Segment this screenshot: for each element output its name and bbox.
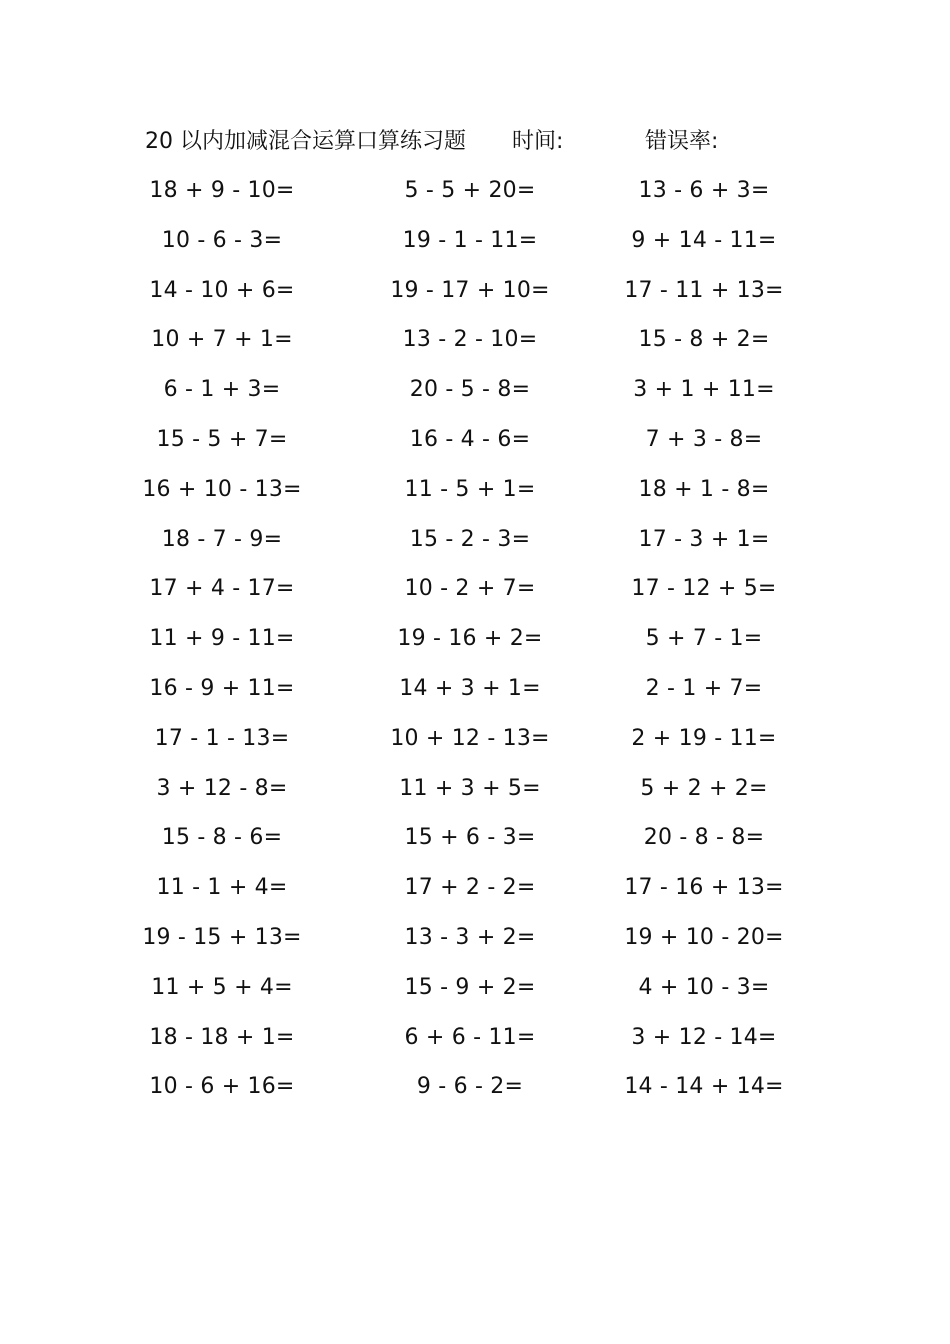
math-problem: 15 - 8 - 6= bbox=[161, 825, 283, 851]
math-problem: 5 - 5 + 20= bbox=[404, 178, 536, 203]
problem-row bbox=[0, 419, 950, 469]
math-problem: 13 - 3 + 2= bbox=[404, 924, 536, 950]
math-problem: 3 + 12 - 8= bbox=[156, 775, 288, 801]
math-problem: 5 + 7 - 1= bbox=[645, 626, 763, 652]
math-problem: 11 + 5 + 4= bbox=[151, 974, 293, 1000]
error-rate-label: 错误率: bbox=[645, 129, 719, 154]
worksheet-header bbox=[145, 124, 845, 160]
problem-row bbox=[0, 768, 950, 818]
math-problem: 17 - 12 + 5= bbox=[631, 576, 777, 602]
problem-row bbox=[0, 319, 950, 369]
problem-row bbox=[0, 917, 950, 967]
math-problem: 3 + 12 - 14= bbox=[631, 1024, 777, 1050]
math-problem: 17 + 2 - 2= bbox=[404, 875, 536, 901]
math-problem: 18 - 18 + 1= bbox=[149, 1024, 295, 1050]
problem-row bbox=[0, 1066, 950, 1116]
math-problem: 19 - 16 + 2= bbox=[397, 626, 543, 652]
problem-row bbox=[0, 817, 950, 867]
math-problem: 9 - 6 - 2= bbox=[416, 1074, 524, 1100]
problem-row bbox=[0, 369, 950, 419]
math-problem: 2 + 19 - 11= bbox=[631, 725, 777, 751]
math-problem: 17 - 11 + 13= bbox=[624, 277, 784, 303]
math-problem: 20 - 5 - 8= bbox=[409, 377, 531, 403]
math-problem: 2 - 1 + 7= bbox=[645, 675, 763, 701]
math-problem: 6 - 1 + 3= bbox=[163, 377, 281, 403]
problem-row bbox=[0, 469, 950, 519]
math-problem: 5 + 2 + 2= bbox=[640, 775, 768, 801]
math-problem: 18 + 1 - 8= bbox=[638, 476, 770, 502]
math-problem: 15 + 6 - 3= bbox=[404, 825, 536, 851]
math-problem: 6 + 6 - 11= bbox=[404, 1024, 536, 1050]
math-problem: 16 + 10 - 13= bbox=[142, 476, 302, 502]
problem-row bbox=[0, 618, 950, 668]
math-problem: 19 - 17 + 10= bbox=[390, 277, 550, 303]
problem-row bbox=[0, 867, 950, 917]
math-problem: 13 - 6 + 3= bbox=[638, 178, 770, 203]
problem-row bbox=[0, 568, 950, 618]
math-problem: 15 - 5 + 7= bbox=[156, 426, 288, 452]
math-problem: 11 - 1 + 4= bbox=[156, 875, 288, 901]
math-problem: 10 - 6 + 16= bbox=[149, 1074, 295, 1100]
problem-row bbox=[0, 220, 950, 270]
math-problem: 15 - 8 + 2= bbox=[638, 327, 770, 353]
math-problem: 16 - 9 + 11= bbox=[149, 675, 295, 701]
math-problem: 18 - 7 - 9= bbox=[161, 526, 283, 552]
math-problem: 16 - 4 - 6= bbox=[409, 426, 531, 452]
problem-row bbox=[0, 718, 950, 768]
math-problem: 17 - 16 + 13= bbox=[624, 875, 784, 901]
problem-row bbox=[0, 967, 950, 1017]
math-problem: 20 - 8 - 8= bbox=[643, 825, 765, 851]
math-problem: 13 - 2 - 10= bbox=[402, 327, 538, 353]
problem-row bbox=[0, 519, 950, 569]
math-problem: 15 - 2 - 3= bbox=[409, 526, 531, 552]
math-problem: 14 - 14 + 14= bbox=[624, 1074, 784, 1100]
math-problem: 10 + 12 - 13= bbox=[390, 725, 550, 751]
math-problem: 10 - 6 - 3= bbox=[161, 227, 283, 253]
problem-row bbox=[0, 668, 950, 718]
math-problem: 14 - 10 + 6= bbox=[149, 277, 295, 303]
math-problem: 17 - 1 - 13= bbox=[154, 725, 290, 751]
math-problem: 17 - 3 + 1= bbox=[638, 526, 770, 552]
math-problem: 3 + 1 + 11= bbox=[633, 377, 775, 403]
problem-row bbox=[0, 270, 950, 320]
math-problem: 11 + 9 - 11= bbox=[149, 626, 295, 652]
math-problem: 19 + 10 - 20= bbox=[624, 924, 784, 950]
math-problem: 10 + 7 + 1= bbox=[151, 327, 293, 353]
problem-row bbox=[0, 170, 950, 220]
math-problem: 15 - 9 + 2= bbox=[404, 974, 536, 1000]
math-problem: 11 + 3 + 5= bbox=[399, 775, 541, 801]
time-label: 时间: bbox=[512, 129, 564, 154]
math-problem: 19 - 1 - 11= bbox=[402, 227, 538, 253]
problem-row bbox=[0, 1017, 950, 1067]
math-problem: 10 - 2 + 7= bbox=[404, 576, 536, 602]
worksheet-title: 20 以内加减混合运算口算练习题 bbox=[145, 129, 466, 154]
math-problem: 18 + 9 - 10= bbox=[149, 178, 295, 203]
math-problem: 19 - 15 + 13= bbox=[142, 924, 302, 950]
math-problem: 11 - 5 + 1= bbox=[404, 476, 536, 502]
math-problem: 4 + 10 - 3= bbox=[638, 974, 770, 1000]
math-problem: 7 + 3 - 8= bbox=[645, 426, 763, 452]
math-problem: 14 + 3 + 1= bbox=[399, 675, 541, 701]
math-problem: 9 + 14 - 11= bbox=[631, 227, 777, 253]
math-problem: 17 + 4 - 17= bbox=[149, 576, 295, 602]
problem-grid bbox=[0, 170, 950, 1116]
